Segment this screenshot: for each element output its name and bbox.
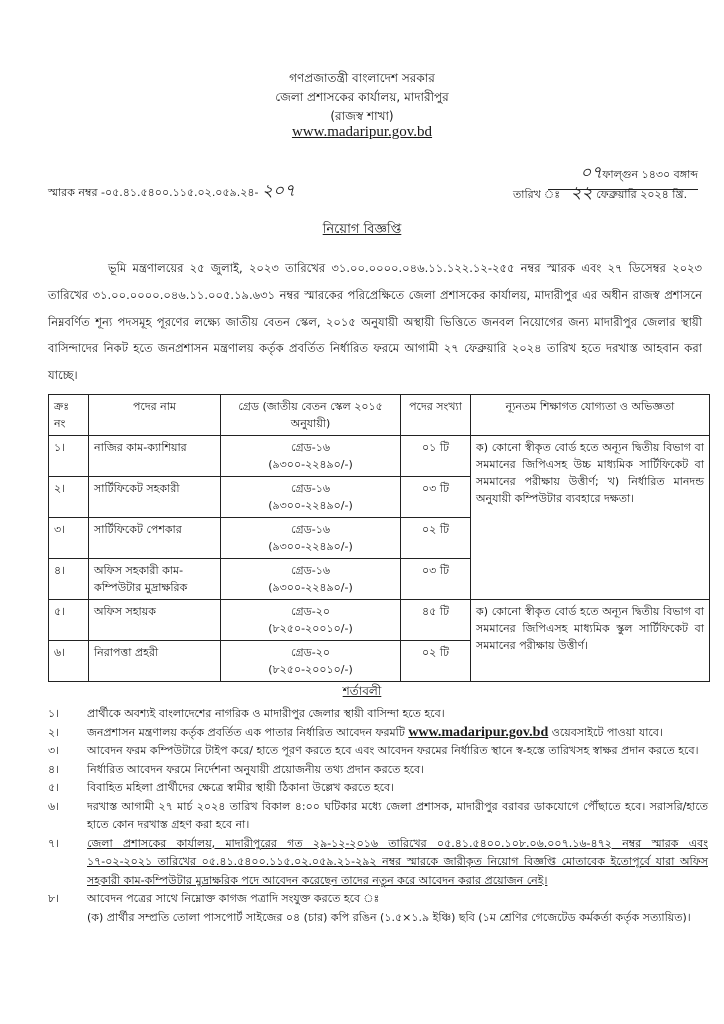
row-count: ০২ টি [401, 518, 471, 559]
row-serial: ৪। [49, 559, 89, 600]
item-number: ৭। [48, 836, 60, 850]
row-grade [221, 518, 401, 559]
grade: গ্রেড-১৬ [290, 482, 331, 495]
row-count: ০৩ টি [401, 477, 471, 518]
condition-item [48, 890, 708, 927]
pay-scale: (৯৩০০-২২৪৯০/-) [268, 581, 353, 594]
website-link[interactable]: www.madaripur.gov.bd [408, 724, 549, 740]
bangla-day-handwritten: ০৭ [580, 163, 603, 183]
col-serial: ক্রঃ নং [49, 395, 89, 436]
item-number: ৬। [48, 799, 60, 813]
condition-item [48, 761, 708, 780]
grade: গ্রেড-২০ [290, 646, 331, 659]
bangla-date-rest: ফাল্গুন ১৪৩০ বঙ্গাব্দ [602, 168, 698, 181]
memo-label: স্মারক নম্বর -০৫.৪১.৫৪০০.১১৫.০২.০৫৯.২৪- [48, 186, 259, 199]
item-text: দরখাস্ত আগামী ২৭ মার্চ ২০২৪ তারিখ বিকাল ৪:০০ ঘটিকার মধ্যে জেলা প্রশাসক, মাদারীপুর বরাবর ডাকযোগে পৌঁছাতে হবে। সরাসরি/হাতে হাতে কোন দরখাস্ত গ্রহণ করা হবে না। [87, 799, 708, 831]
item-subtext: (ক) প্রার্থীর সম্প্রতি তোলা পাসপোর্ট সাইজের ০৪ (চার) কপি রঙিন (১.৫×১.৯ ইঞ্চি) ছবি (১ম শ্রেণির গেজেটেড কর্মকর্তা কর্তৃক সত্যায়িত)। [87, 910, 691, 924]
table-row [49, 436, 710, 477]
qualification-group-1: ক) কোনো স্বীকৃত বোর্ড হতে অন্যূন দ্বিতীয় বিভাগ বা সমমানের জিপিএসহ উচ্চ মাধ্যমিক সার্টিফিকেট বা সমমানের পরীক্ষায় উত্তীর্ণ; খ) নির্ধারিত মানদন্ড অনুযায়ী কম্পিউটার ব্যবহারে দক্ষতা। [471, 436, 710, 600]
website-link[interactable]: www.madaripur.gov.bd [291, 124, 433, 140]
col-grade: গ্রেড (জাতীয় বেতন স্কেল ২০১৫ অনুযায়ী) [221, 395, 401, 436]
row-grade [221, 436, 401, 477]
table-header-row [49, 395, 710, 436]
item-text: প্রার্থীকে অবশ্যই বাংলাদেশের নাগরিক ও মাদারীপুর জেলার স্থায়ী বাসিন্দা হতে হবে। [87, 707, 445, 720]
memo-number [48, 178, 295, 206]
row-post: নিরাপত্তা প্রহরী [89, 641, 221, 682]
pay-scale: (৯৩০০-২২৪৯০/-) [268, 458, 353, 471]
item-number: ৮। [48, 892, 60, 905]
pay-scale: (৮২৫০-২০০১০/-) [268, 622, 353, 635]
row-post: অফিস সহকারী কাম-কম্পিউটার মুদ্রাক্ষরিক [89, 559, 221, 600]
row-serial: ৩। [49, 518, 89, 559]
section-name: (রাজস্ব শাখা) [330, 109, 394, 123]
table-row [49, 600, 710, 641]
posts-table [48, 394, 710, 682]
col-qualification: ন্যূনতম শিক্ষাগত যোগ্যতা ও অভিজ্ঞতা [471, 395, 710, 436]
item-text: আবেদন পত্রের সাথে নিম্নোক্ত কাগজ পত্রাদি সংযুক্ত করতে হবে ঃ [87, 892, 380, 905]
pay-scale: (৯৩০০-২২৪৯০/-) [268, 499, 353, 512]
conditions-list [48, 705, 708, 927]
item-text: বিবাহিত মহিলা প্রার্থীদের ক্ষেত্রে স্বামীর স্থায়ী ঠিকানা উল্লেখ করতে হবে। [87, 781, 395, 794]
row-grade [221, 641, 401, 682]
conditions-title: শর্তাবলী [342, 684, 382, 698]
item-text: জেলা প্রশাসকের কার্যালয়, মাদারীপুরের গত ২৯-১২-২০১৬ তারিখের ০৫.৪১.৫৪০০.১০৮.০৬.০০৭.১৬-৪৭২ নম্বর স্মারক এবং ১৭-০২-২০২১ তারিখের ০৫.৪১.৫৪০০.১১৫.০২.০৫৯.২১-২৯২ নম্বর স্মারকে জারীকৃত নিয়োগ বিজ্ঞপ্তি মোতাবেক ইতোপূর্বে যারা অফিস সহকারী কাম-কম্পিউটার মুদ্রাক্ষরিক পদে আবেদন করেছেন তাদের নতুন করে আবেদন করার প্রয়োজন নেই। [87, 836, 708, 887]
item-number: ১। [48, 707, 60, 720]
notice-title: নিয়োগ বিজ্ঞপ্তি [322, 222, 402, 237]
condition-item [48, 835, 708, 891]
condition-item [48, 742, 708, 761]
condition-item [48, 705, 708, 724]
row-serial: ১। [49, 436, 89, 477]
row-post: সার্টিফিকেট পেশকার [89, 518, 221, 559]
grade: গ্রেড-১৬ [290, 441, 331, 454]
grade: গ্রেড-১৬ [290, 523, 331, 536]
row-post: সার্টিফিকেট সহকারী [89, 477, 221, 518]
qualification-group-2: ক) কোনো স্বীকৃত বোর্ড হতে অন্যূন দ্বিতীয় বিভাগ বা সমমানের জিপিএসহ মাধ্যমিক স্কুল সার্টিফিকেট বা সমমানের পরীক্ষায় উত্তীর্ণ। [471, 600, 710, 682]
col-count: পদের সংখ্যা [401, 395, 471, 436]
row-grade [221, 477, 401, 518]
row-post: নাজির কাম-ক্যাশিয়ার [89, 436, 221, 477]
row-count: ০২ টি [401, 641, 471, 682]
row-grade [221, 600, 401, 641]
date-label: তারিখ ঃ [513, 188, 561, 201]
item-text: আবেদন ফরম কম্পিউটারে টাইপ করে/ হাতে পূরণ করতে হবে এবং আবেদন ফরমের নির্ধারিত স্থানে স্ব-হস্তে তারিখসহ স্বাক্ষর প্রদান করতে হবে। [87, 744, 699, 757]
grade: গ্রেড-২০ [290, 605, 331, 618]
grade: গ্রেড-১৬ [290, 564, 331, 577]
memo-handwritten-number: ২০৭ [262, 181, 296, 201]
row-post: অফিস সহায়ক [89, 600, 221, 641]
row-serial: ৫। [49, 600, 89, 641]
item-number: ৫। [48, 781, 60, 794]
row-grade [221, 559, 401, 600]
condition-item [48, 724, 708, 743]
item-text: নির্ধারিত আবেদন ফরমে নির্দেশনা অনুযায়ী প্রয়োজনীয় তথ্য প্রদান করতে হবে। [87, 762, 425, 776]
row-count: ০৩ টি [401, 559, 471, 600]
condition-item [48, 779, 708, 798]
english-date [513, 180, 687, 208]
col-post: পদের নাম [89, 395, 221, 436]
english-date-rest: ফেব্রুয়ারি ২০২৪ খ্রি. [596, 188, 688, 201]
item-number: ৪। [48, 762, 60, 776]
row-count: ৪৫ টি [401, 600, 471, 641]
english-day-handwritten: ২২ [570, 183, 593, 203]
pay-scale: (৯৩০০-২২৪৯০/-) [268, 540, 353, 553]
office-name: জেলা প্রশাসকের কার্যালয়, মাদারীপুর [275, 90, 449, 104]
condition-item [48, 798, 708, 835]
item-text: ওয়েবসাইটে পাওয়া যাবে। [551, 725, 663, 739]
row-count: ০১ টি [401, 436, 471, 477]
row-serial: ৬। [49, 641, 89, 682]
pay-scale: (৮২৫০-২০০১০/-) [268, 663, 353, 676]
item-number: ৩। [48, 744, 60, 757]
govt-name: গণপ্রজাতন্ত্রী বাংলাদেশ সরকার [289, 71, 435, 85]
row-serial: ২। [49, 477, 89, 518]
intro-paragraph: ভূমি মন্ত্রণালয়ের ২৫ জুলাই, ২০২৩ তারিখের ৩১.০০.০০০০.০৪৬.১১.১২২.১২-২৫৫ নম্বর স্মারক এবং ২৭ ডিসেম্বর ২০২৩ তারিখের ৩১.০০.০০০০.০৪৬.১১.০০৫.১৯.৬৩১ নম্বর স্মারকের পরিপ্রেক্ষিতে জেলা প্রশাসকের কার্যালয়, মাদারীপুর এর অধীন রাজস্ব প্রশাসনে নিম্নবর্ণিত শূন্য পদসমূহ পূরণের লক্ষ্যে জাতীয় বেতন স্কেল, ২০১৫ অনুযায়ী অস্থায়ী ভিত্তিতে জনবল নিয়োগের জন্য মাদারীপুর জেলার স্থায়ী বাসিন্দাদের নিকট হতে জনপ্রশাসন মন্ত্রণালয় কর্তৃক প্রবর্তিত নির্ধারিত ফরমে আগামী ২৭ ফেব্রুয়ারি ২০২৪ তারিখ হতে দরখাস্ত আহবান করা যাচ্ছে। [48, 261, 702, 383]
item-text: জনপ্রশাসন মন্ত্রণালয় কর্তৃক প্রবর্তিত এক পাতার নির্ধারিত আবেদন ফরমটি [87, 725, 405, 739]
item-number: ২। [48, 725, 60, 739]
